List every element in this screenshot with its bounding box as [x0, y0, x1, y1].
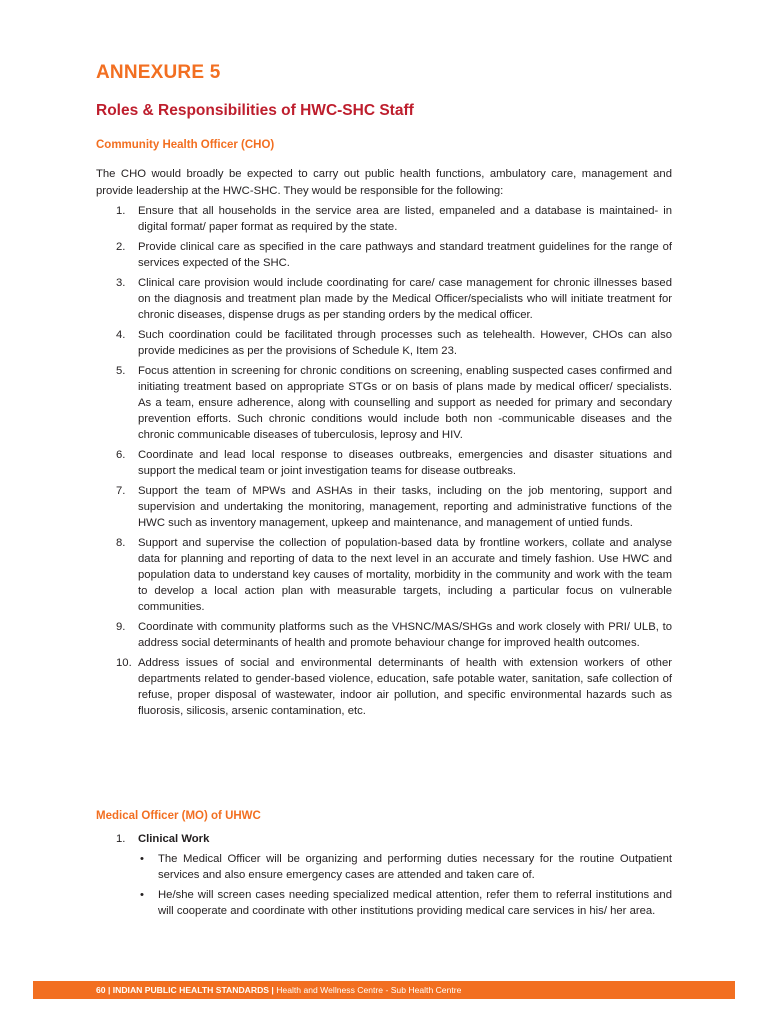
- item-text: Address issues of social and environmental determinants of health with extension workers of other departments related to gender-based violence, education, safe potable water, sanitation, safe collection of refuse, proper disposal of wastewater, indoor air pollution, and specific environmental hazards such as fluorosis, silicosis, arsenic contamination, etc.: [138, 657, 672, 717]
- item-text: Provide clinical care as specified in the care pathways and standard treatment guidelines for the range of services expected of the SHC.: [138, 241, 672, 269]
- publication-subtitle: Health and Wellness Centre - Sub Health Centre: [276, 985, 462, 995]
- mo-responsibilities-list: [96, 831, 672, 923]
- list-item: [96, 447, 672, 479]
- item-text: Ensure that all households in the service area are listed, empaneled and a database is maintained- in digital format/ paper format as required by the state.: [138, 205, 672, 233]
- clinical-work-subheading: [96, 831, 672, 847]
- bullet-dot-icon: •: [140, 853, 144, 865]
- item-number: 5.: [116, 365, 126, 377]
- list-item: [96, 363, 672, 443]
- list-item: [96, 327, 672, 359]
- item-number: 1.: [116, 205, 126, 217]
- bullet-item: [96, 851, 672, 883]
- item-text: Focus attention in screening for chronic conditions on screening, enabling suspected cases confirmed and initiating treatment based on appropriate STGs or on basis of plans made by medical officer/ specialists. As a team, ensure adherence, along with counselling and support as needed for primary and secondary prevention efforts. Such chronic conditions would include both non -communicable diseases and the chronic communicable diseases of tuberculosis, leprosy and HIV.: [138, 365, 672, 441]
- bullet-item: [96, 887, 672, 919]
- list-item: [96, 655, 672, 719]
- item-text: Coordinate with community platforms such as the VHSNC/MAS/SHGs and work closely with PRI/ ULB, to address social determinants of health and promote behaviour change for improved health outcomes.: [138, 621, 672, 649]
- item-number: 3.: [116, 277, 126, 289]
- footer-text: [96, 981, 461, 999]
- item-number: 10.: [116, 657, 132, 669]
- list-item: [96, 483, 672, 531]
- clinical-work-bullets: [96, 851, 672, 919]
- item-text: Support the team of MPWs and ASHAs in their tasks, including on the job mentoring, support and supervision and undertaking the monitoring, management, reporting and administrative functions of the HWC such as inventory management, upkeep and maintenance, and management of untied funds.: [138, 485, 672, 529]
- mo-section-heading: Medical Officer (MO) of UHWC: [96, 810, 261, 822]
- cho-intro-paragraph: The CHO would broadly be expected to carry out public health functions, ambulatory care, management and provide leadership at the HWC-SHC. They would be responsible for the following:: [96, 168, 672, 197]
- page-title: Roles & Responsibilities of HWC-SHC Staff: [96, 102, 414, 119]
- list-item: [96, 203, 672, 235]
- bullet-dot-icon: •: [140, 889, 144, 901]
- item-number: 2.: [116, 241, 126, 253]
- item-text: Support and supervise the collection of population-based data by frontline workers, collate and analyse data for planning and reporting of data to the next level in an accurate and timely fashion. Use HWC and population data to understand key causes of mortality, morbidity in the community and work with the team to develop a local action plan with measurable targets, including a particular focus on vulnerable communities.: [138, 537, 672, 613]
- list-item: [96, 275, 672, 323]
- subheading-text: Clinical Work: [138, 833, 210, 845]
- footer-separator: |: [269, 985, 277, 995]
- item-number: 6.: [116, 449, 126, 461]
- list-item: [96, 619, 672, 651]
- cho-section-heading: Community Health Officer (CHO): [96, 139, 275, 151]
- item-text: Coordinate and lead local response to diseases outbreaks, emergencies and disaster situations and support the medical team or joint investigation teams for disease outbreaks.: [138, 449, 672, 477]
- cho-responsibilities-list: [96, 203, 672, 723]
- list-item: [96, 535, 672, 615]
- bullet-text: He/she will screen cases needing specialized medical attention, refer them to referral institutions and will cooperate and coordinate with other institutions providing medical care services in his/ her area.: [158, 889, 672, 917]
- item-text: Clinical care provision would include coordinating for care/ case management for chronic illnesses based on the diagnosis and treatment plan made by the Medical Officer/specialists who will initiate treatment for chronic diseases, dispense drugs as per standing orders by the medical officer.: [138, 277, 672, 321]
- annexure-label: ANNEXURE 5: [96, 62, 221, 83]
- page-footer: [33, 981, 735, 999]
- item-number: 7.: [116, 485, 126, 497]
- item-number: 4.: [116, 329, 126, 341]
- publication-name: INDIAN PUBLIC HEALTH STANDARDS: [112, 985, 270, 995]
- item-number: 9.: [116, 621, 126, 633]
- footer-separator: |: [105, 985, 113, 995]
- item-text: Such coordination could be facilitated through processes such as telehealth. However, CHOs can also provide medicines as per the provisions of Schedule K, Item 23.: [138, 329, 672, 357]
- item-number: 8.: [116, 537, 126, 549]
- page-number: 60: [96, 985, 106, 995]
- list-item: [96, 239, 672, 271]
- bullet-text: The Medical Officer will be organizing and performing duties necessary for the routine Outpatient services and also ensure emergency cases are attended and taken care of.: [158, 853, 672, 881]
- item-number: 1.: [116, 833, 126, 845]
